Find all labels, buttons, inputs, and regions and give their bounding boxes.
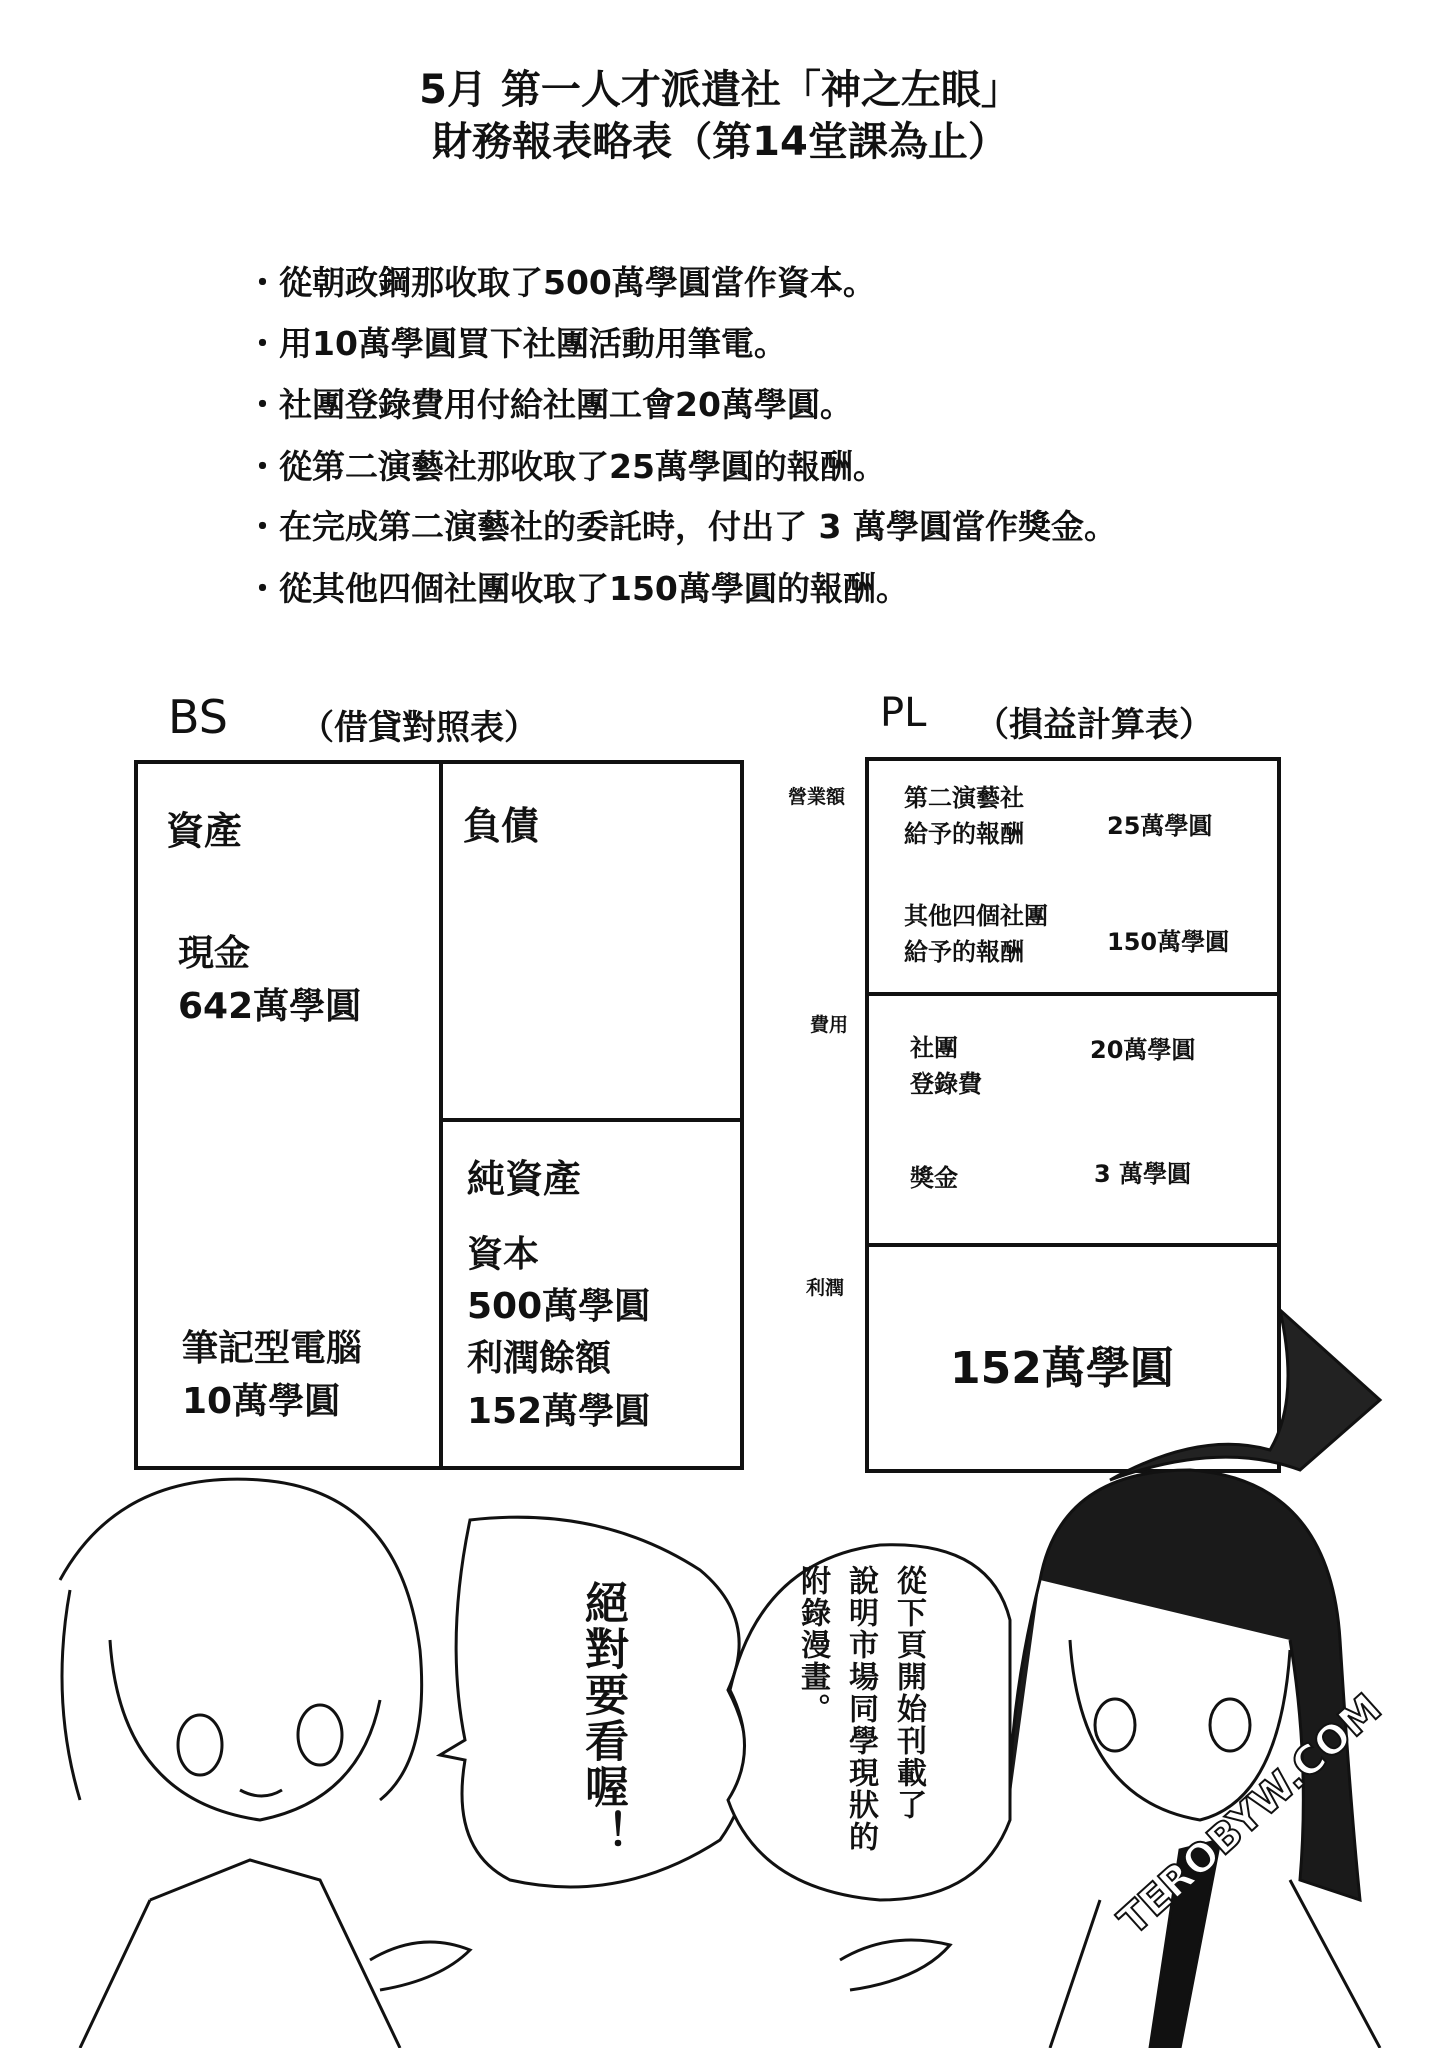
revenue-item-value: 25萬學圓	[1107, 812, 1213, 840]
pl-name: （損益計算表）	[975, 705, 1213, 745]
revenue-item-label: 其他四個社團 給予的報酬	[904, 902, 1048, 966]
net-assets-heading: 純資產	[467, 1157, 582, 1201]
retained-earnings-label: 利潤餘額	[467, 1338, 612, 1379]
left-character-hair	[60, 1479, 422, 1800]
bs-name: （借貸對照表）	[300, 708, 538, 748]
expense-label: 費用	[810, 1014, 849, 1036]
speech-text-right-col1: 從下頁開始刊載了	[891, 1565, 926, 1821]
capital-label: 資本	[467, 1234, 540, 1275]
expense-item-value: 20萬學圓	[1090, 1036, 1196, 1064]
speech-text-right-col2: 說明市場同學現狀的	[843, 1565, 878, 1853]
laptop-label: 筆記型電腦	[182, 1328, 363, 1369]
right-character-hat	[1110, 1310, 1380, 1480]
right-character-hair	[1010, 1470, 1360, 1900]
speech-text-left: 絕對要看喔！	[577, 1580, 628, 1856]
cash-value: 642萬學圓	[178, 986, 362, 1027]
page-title-line2: 財務報表略表（第14堂課為止）	[432, 119, 1008, 165]
profit-value: 152萬學圓	[950, 1343, 1174, 1394]
retained-earnings-value: 152萬學圓	[467, 1391, 651, 1432]
capital-value: 500萬學圓	[467, 1286, 651, 1327]
list-item: ・從其他四個社團收取了150萬學圓的報酬。	[246, 569, 909, 608]
cash-label: 現金	[178, 933, 251, 974]
expense-item-value: 3 萬學圓	[1094, 1160, 1192, 1188]
bs-abbr: BS	[168, 690, 228, 744]
list-item: ・從第二演藝社那收取了25萬學圓的報酬。	[246, 447, 886, 486]
speech-text-right-col3: 附錄漫畫。	[795, 1565, 830, 1725]
page-title-line1: 5月 第一人才派遣社「神之左眼」	[419, 67, 1021, 113]
assets-heading: 資產	[166, 809, 243, 853]
profit-label: 利潤	[806, 1277, 845, 1299]
laptop-value: 10萬學圓	[182, 1381, 341, 1422]
revenue-item-label: 第二演藝社 給予的報酬	[904, 784, 1024, 848]
watermark: TEROBYW.COM	[1110, 1685, 1391, 1945]
list-item: ・社團登錄費用付給社團工會20萬學圓。	[246, 385, 853, 424]
list-item: ・在完成第二演藝社的委託時，付出了 3 萬學圓當作獎金。	[246, 507, 1117, 546]
revenue-label: 營業額	[788, 786, 846, 808]
expense-item-label: 獎金	[910, 1164, 958, 1192]
pl-abbr: PL	[880, 690, 927, 736]
revenue-item-value: 150萬學圓	[1107, 928, 1230, 956]
list-item: ・用10萬學圓買下社團活動用筆電。	[246, 324, 787, 363]
list-item: ・從朝政鋼那收取了500萬學圓當作資本。	[246, 263, 876, 302]
expense-item-label: 社團 登錄費	[910, 1034, 982, 1098]
liabilities-heading: 負債	[463, 804, 540, 848]
